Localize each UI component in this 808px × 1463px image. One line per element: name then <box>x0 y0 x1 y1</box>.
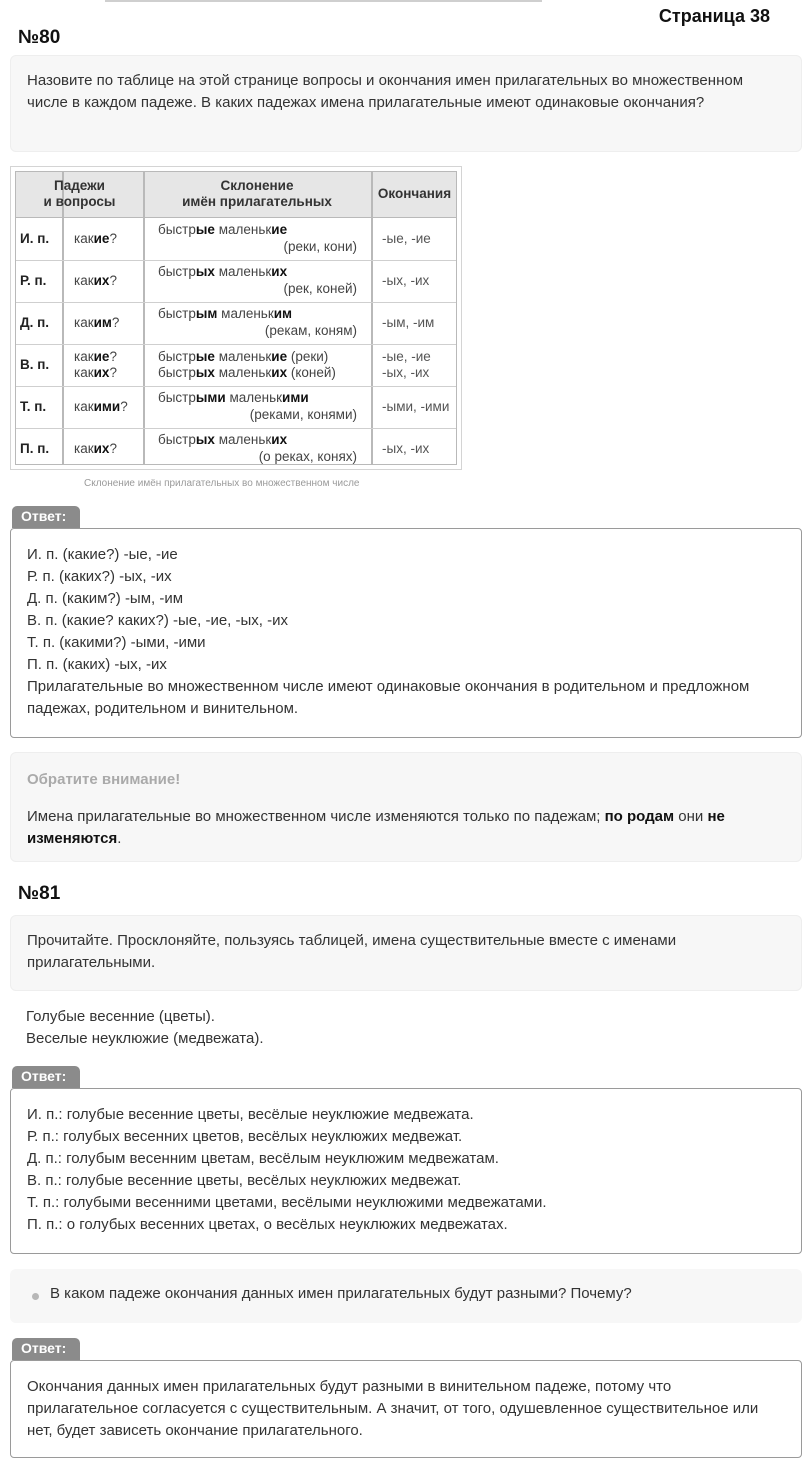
noun-example: (о реках, конях) <box>258 449 357 464</box>
bullet-question-text: В каком падеже окончания данных имен прилагательных будут разными? Почему? <box>50 1285 632 1302</box>
attention-bold-genders: по родам <box>604 808 675 825</box>
ending: -ых, -их <box>382 273 430 288</box>
noun-example: (реки, кони) <box>283 239 357 254</box>
table-caption: Склонение имён прилагательных во множественном числе <box>84 478 360 489</box>
bullet-icon <box>32 1293 39 1300</box>
attention-bold-not-change: не изменяются <box>27 808 725 847</box>
answer-line: П. п. (каких) -ых, -их <box>27 656 167 673</box>
adjective-forms: быстрыми маленькими <box>158 390 309 405</box>
adjective-forms: быстрых маленьких <box>158 365 288 380</box>
ending: -ых, -их <box>382 365 430 380</box>
attention-title: Обратите внимание! <box>27 771 181 788</box>
task-81-bullet-question <box>10 1269 802 1323</box>
task-80-question: Назовите по таблице на этой странице вопросы и окончания имен прилагательных во множественном числе в каждом падеже. В каких падежах имена прилагательные имеют одинаковые окончания? <box>27 72 744 111</box>
case-question <box>74 399 128 415</box>
adjective-example: быстрые маленькие (реки) <box>158 349 329 364</box>
adjective-forms: быстрым маленьким <box>158 306 293 321</box>
noun-example: (рек, коней) <box>283 281 357 296</box>
adjective-forms: быстрых маленьких <box>158 264 288 279</box>
ending: -ые, -ие <box>382 231 431 246</box>
ending: -ые, -ие <box>382 349 431 364</box>
case-label: В. п. <box>20 357 50 372</box>
header-cases: Падежи <box>54 178 105 193</box>
answer-line: Прилагательные во множественном числе имеют одинаковые окончания в родительном и предложном падежах, родительном и винительном. <box>27 678 750 717</box>
answer-text: Окончания данных имен прилагательных будут разными в винительном падеже, потому что прилагательное согласуется с существительным. А значит, от того, одушевленное существительное или нет, будет зависеть окончание прилагательного. <box>27 1378 759 1439</box>
attention-box <box>10 752 802 862</box>
case-label: Т. п. <box>20 399 47 414</box>
question-word: каким? <box>74 315 120 330</box>
question-word: каких? <box>74 441 117 456</box>
header-endings: Окончания <box>377 186 452 201</box>
answer-line: И. п.: голубые весенние цветы, весёлые неуклюжие медвежата. <box>27 1106 474 1123</box>
task-80-question-box <box>10 55 802 152</box>
task-81-question-box <box>10 915 802 991</box>
case-question <box>74 231 117 247</box>
header-declension: Склонение <box>220 178 294 193</box>
answer-line: Д. п. (каким?) -ым, -им <box>27 590 184 607</box>
answer-label: Ответ: <box>12 506 80 528</box>
answer-line: Р. п. (каких?) -ых, -их <box>27 568 172 585</box>
answer-line: Р. п.: голубых весенних цветов, весёлых неуклюжих медвежат. <box>27 1128 463 1145</box>
attention-text: Имена прилагательные во множественном числе изменяются только по падежам; по родам они не изменяются. <box>27 808 725 847</box>
declension-table <box>15 171 457 465</box>
ending: -ым, -им <box>382 315 435 330</box>
case-question <box>74 349 117 365</box>
adjective-forms: быстрых маленьких <box>158 432 288 447</box>
answer-line: П. п.: о голубых весенних цветах, о весёлых неуклюжих медвежатах. <box>27 1216 508 1233</box>
case-label: Р. п. <box>20 273 47 288</box>
ending: -ыми, -ими <box>382 399 450 414</box>
task-81-answer-2 <box>10 1360 802 1458</box>
case-question <box>74 365 117 381</box>
task-80-answer <box>10 528 802 738</box>
adjective-example <box>158 222 287 238</box>
question-word: какими? <box>74 399 128 414</box>
answer-line: Д. п.: голубым весенним цветам, весёлым неуклюжим медвежатам. <box>27 1150 499 1167</box>
question-word: какие? <box>74 349 117 364</box>
task-81-number: №81 <box>18 883 61 904</box>
declension-table-image <box>10 166 462 470</box>
case-question <box>74 273 117 289</box>
task-81-phrases <box>26 1006 263 1050</box>
task-80-number: №80 <box>18 27 61 48</box>
case-label: И. п. <box>20 231 50 246</box>
adjective-example: быстрых маленьких (коней) <box>158 365 336 380</box>
answer-label: Ответ: <box>12 1066 80 1088</box>
task-81-answer <box>10 1088 802 1254</box>
header-adjectives: имён прилагательных <box>182 194 332 209</box>
adjective-forms: быстрые маленькие <box>158 349 288 364</box>
top-divider <box>105 0 542 2</box>
case-label: П. п. <box>20 441 50 456</box>
answer-line: Т. п.: голубыми весенними цветами, весёлыми неуклюжими медвежатами. <box>27 1194 547 1211</box>
case-question <box>74 315 119 331</box>
adjective-example <box>158 390 309 406</box>
answer-line: В. п.: голубые весенние цветы, весёлых неуклюжих медвежат. <box>27 1172 462 1189</box>
answer-label: Ответ: <box>12 1338 80 1360</box>
task-81-question: Прочитайте. Просклоняйте, пользуясь таблицей, имена существительные вместе с именами прилагательными. <box>27 932 677 971</box>
answer-line: И. п. (какие?) -ые, -ие <box>27 546 178 563</box>
phrase: Веселые неуклюжие (медвежата). <box>26 1030 264 1047</box>
adjective-example <box>158 306 292 322</box>
adjective-example <box>158 264 287 280</box>
answer-line: В. п. (какие? каких?) -ые, -ие, -ых, -их <box>27 612 288 629</box>
case-label: Д. п. <box>20 315 50 330</box>
adjective-forms: быстрые маленькие <box>158 222 288 237</box>
question-word: какие? <box>74 231 117 246</box>
question-word: каких? <box>74 273 117 288</box>
phrase: Голубые весенние (цветы). <box>26 1008 215 1025</box>
case-question <box>74 441 117 457</box>
page-label: Страница 38 <box>658 6 770 26</box>
ending: -ых, -их <box>382 441 430 456</box>
answer-line: Т. п. (какими?) -ыми, -ими <box>27 634 206 651</box>
header-questions: и вопросы <box>43 194 116 209</box>
question-word: каких? <box>74 365 117 380</box>
noun-example: (реками, конями) <box>249 407 357 422</box>
adjective-example <box>158 432 287 448</box>
noun-example: (рекам, коням) <box>264 323 357 338</box>
